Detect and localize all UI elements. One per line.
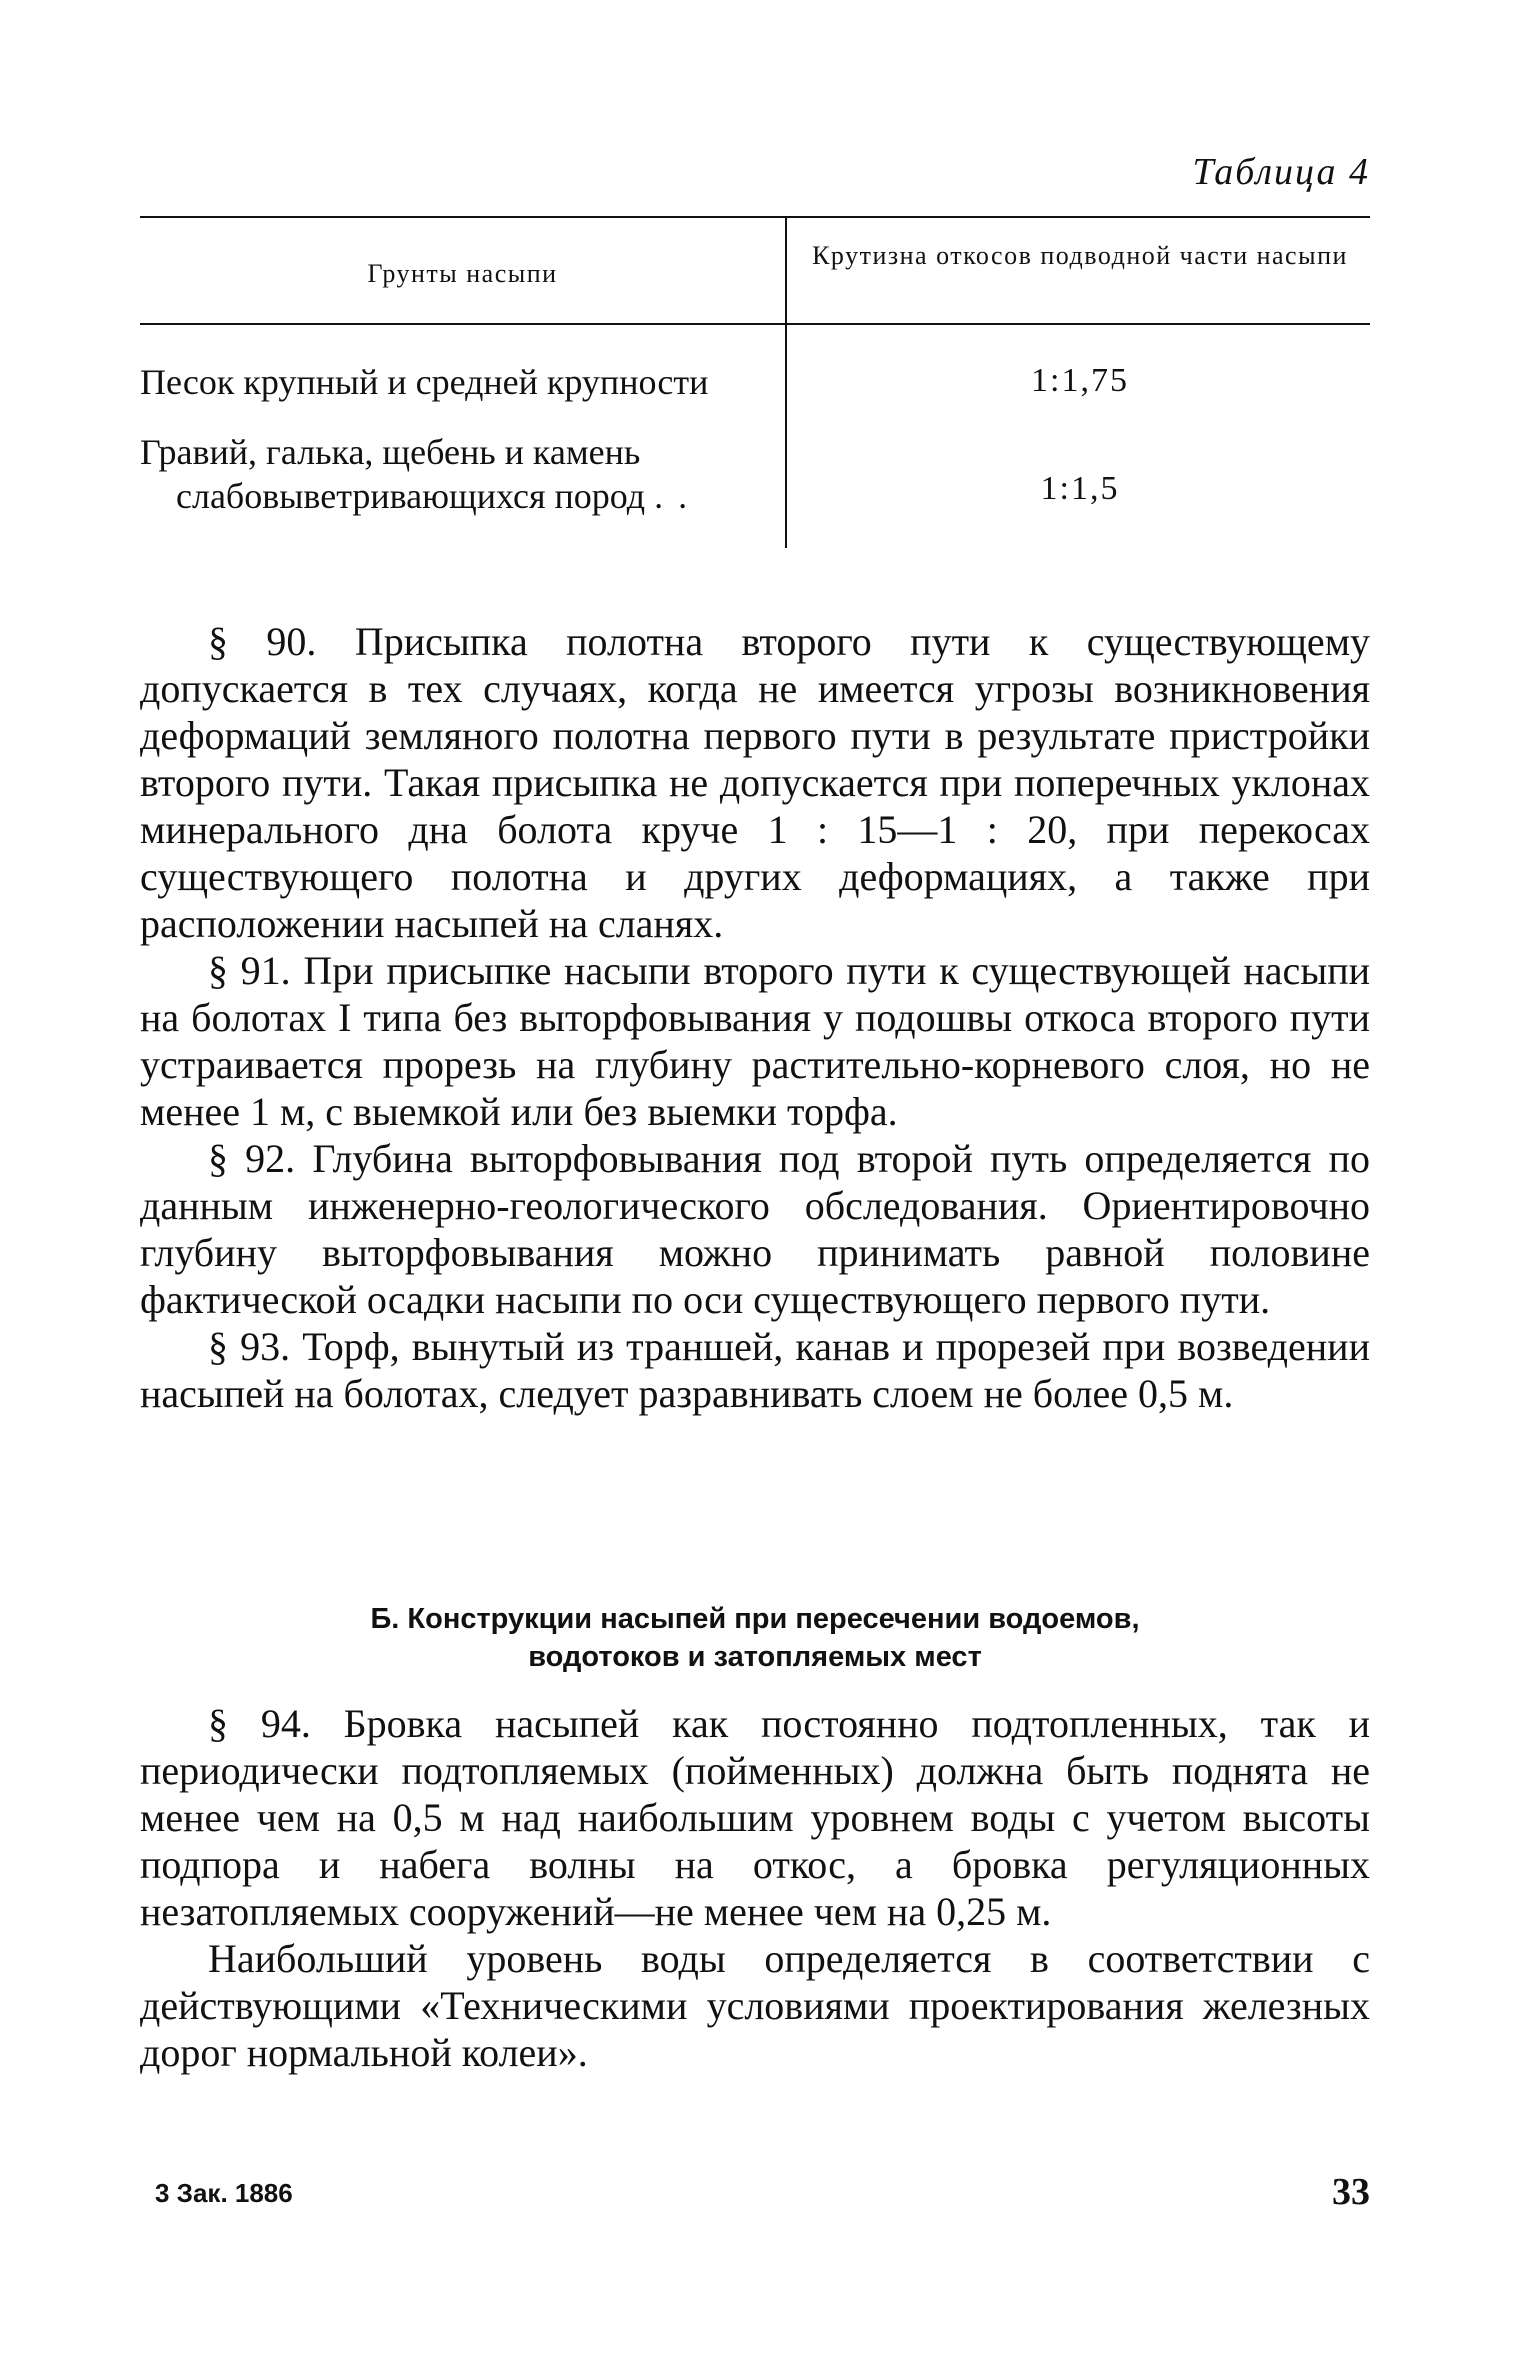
table-column-divider bbox=[785, 216, 787, 548]
paragraph-91: § 91. При присыпке насыпи второго пути к существующей насыпи на болотах I типа без выторфовывания у подошвы откоса второго пути устраивается прорезь на глубину растительно-корневого слоя, но не менее 1 м, с выемкой или без выемки торфа. bbox=[140, 948, 1370, 1134]
table-row-2-slope: 1:1,5 bbox=[1040, 470, 1120, 507]
paragraphs-section-b bbox=[140, 1700, 1370, 2076]
table-header-rule bbox=[140, 323, 1370, 325]
section-heading-line1: Б. Конструкции насыпей при пересечении водоемов, bbox=[370, 1603, 1140, 1635]
table-header-slope: Крутизна откосов подводной части насыпи bbox=[812, 241, 1348, 270]
table-row-1-slope: 1:1,75 bbox=[1031, 362, 1129, 399]
table-row-2-leader: . . bbox=[654, 476, 691, 516]
paragraph-92: § 92. Глубина выторфовывания под второй путь определяется по данным инженерно-геологического обследования. Ориентировочно глубину выторфовывания можно принимать равной половине фактической осадки насыпи по оси существующего первого пути. bbox=[140, 1136, 1370, 1322]
print-order-mark: 3 Зак. 1886 bbox=[155, 2178, 293, 2208]
paragraph-93: § 93. Торф, вынутый из траншей, канав и прорезей при возведении насыпей на болотах, следует разравнивать слоем не более 0,5 м. bbox=[140, 1324, 1370, 1416]
section-heading-line2: водотоков и затопляемых мест bbox=[528, 1641, 982, 1673]
table-top-rule bbox=[140, 216, 1370, 218]
section-heading bbox=[140, 1600, 1370, 1676]
table-header-soil: Грунты насыпи bbox=[367, 259, 558, 288]
paragraph-water-level: Наибольший уровень воды определяется в соответствии с действующими «Техническими условиями проектирования железных дорог нормальной колеи». bbox=[140, 1936, 1370, 2075]
table-caption: Таблица 4 bbox=[1192, 151, 1370, 193]
table-row-2-soil-line1: Гравий, галька, щебень и камень bbox=[140, 432, 641, 472]
table-row-2-soil-line2-wrap bbox=[140, 474, 770, 518]
paragraphs-section-a bbox=[140, 618, 1370, 1417]
page-number: 33 bbox=[1332, 2171, 1370, 2213]
table-row-1-soil: Песок крупный и средней крупности bbox=[140, 362, 709, 402]
table-row-2-soil-line2: слабовыветривающихся пород bbox=[176, 476, 646, 516]
paragraph-94: § 94. Бровка насыпей как постоянно подтопленных, так и периодически подтопляемых (пойменных) должна быть поднята не менее чем на 0,5 м над наибольшим уровнем воды с учетом высоты подпора и набега волны на откос, а бровка регуляционных незатопляемых сооружений—не менее чем на 0,25 м. bbox=[140, 1701, 1370, 1934]
paragraph-90: § 90. Присыпка полотна второго пути к существующему допускается в тех случаях, когда не имеется угрозы возникновения деформаций земляного полотна первого пути в результате пристройки второго пути. Такая присыпка не допускается при поперечных уклонах минерального дна болота круче 1 : 15—1 : 20, при перекосах существующего полотна и других деформациях, а также при расположении насыпей на сланях. bbox=[140, 619, 1370, 946]
table-row-2-soil bbox=[140, 430, 770, 518]
